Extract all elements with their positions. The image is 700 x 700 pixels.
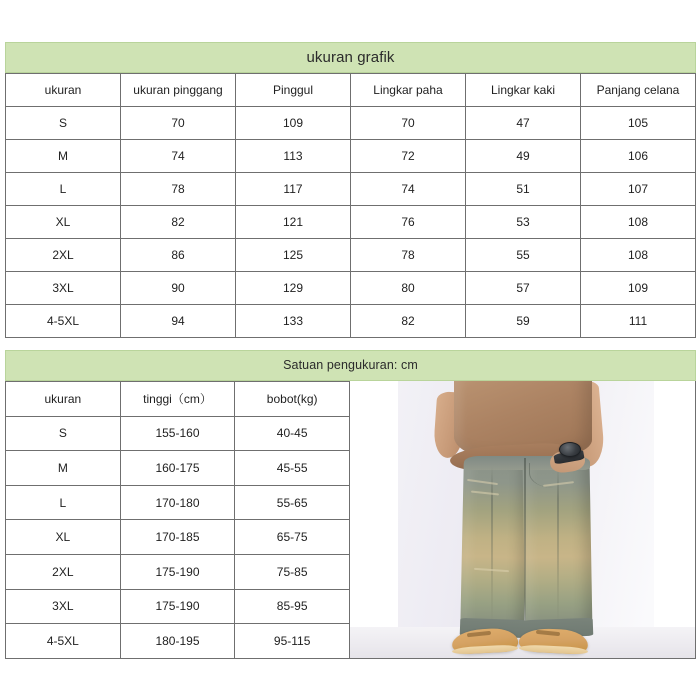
jeans-crease-left	[491, 467, 493, 628]
column-header-ukuran-pinggang: ukuran pinggang	[121, 74, 236, 107]
jeans-crease-right	[557, 467, 559, 628]
table-row	[6, 272, 696, 305]
cell-hip: 109	[236, 107, 351, 140]
cell-waist: 86	[121, 239, 236, 272]
table-row	[6, 107, 696, 140]
cell-leg-opening: 53	[466, 206, 581, 239]
main-size-table	[5, 73, 696, 338]
body-size-table-wrapper	[5, 381, 350, 659]
cell-leg-opening: 55	[466, 239, 581, 272]
column-header-lingkar-paha: Lingkar paha	[351, 74, 466, 107]
table-header-row	[6, 74, 696, 107]
cell-hip: 117	[236, 173, 351, 206]
cell-waist: 90	[121, 272, 236, 305]
column-header-ukuran: ukuran	[6, 382, 121, 417]
cell-height: 170-180	[120, 485, 235, 520]
body-size-table-body	[6, 382, 350, 659]
table-row	[6, 554, 350, 589]
cell-waist: 70	[121, 107, 236, 140]
cell-thigh: 82	[351, 305, 466, 338]
table-row	[6, 140, 696, 173]
cell-leg-opening: 47	[466, 107, 581, 140]
cell-thigh: 74	[351, 173, 466, 206]
cell-waist: 78	[121, 173, 236, 206]
cell-thigh: 76	[351, 206, 466, 239]
cell-hip: 121	[236, 206, 351, 239]
cell-size: S	[6, 416, 121, 451]
cell-size: M	[6, 451, 121, 486]
cell-length: 108	[581, 206, 696, 239]
table-row	[6, 239, 696, 272]
cell-weight: 95-115	[235, 624, 350, 659]
cell-waist: 74	[121, 140, 236, 173]
cell-leg-opening: 51	[466, 173, 581, 206]
cell-length: 109	[581, 272, 696, 305]
cell-waist: 94	[121, 305, 236, 338]
unit-banner-text: Satuan pengukuran: cm	[283, 358, 418, 373]
column-header-tinggi: tinggi（cm）	[120, 382, 235, 417]
table-row	[6, 173, 696, 206]
main-chart-title-banner	[5, 42, 696, 73]
cell-size: 2XL	[6, 239, 121, 272]
cell-thigh: 70	[351, 107, 466, 140]
cell-height: 175-190	[120, 589, 235, 624]
cell-weight: 55-65	[235, 485, 350, 520]
cell-size: 2XL	[6, 554, 121, 589]
body-size-table	[5, 381, 350, 659]
unit-banner	[5, 350, 696, 381]
table-header-row	[6, 382, 350, 417]
table-row	[6, 589, 350, 624]
cell-leg-opening: 49	[466, 140, 581, 173]
column-header-ukuran: ukuran	[6, 74, 121, 107]
cell-leg-opening: 57	[466, 272, 581, 305]
main-chart-title: ukuran grafik	[306, 49, 395, 66]
cell-weight: 45-55	[235, 451, 350, 486]
cell-height: 170-185	[120, 520, 235, 555]
product-photo-cell	[350, 381, 696, 659]
cell-hip: 133	[236, 305, 351, 338]
cell-size: 4-5XL	[6, 305, 121, 338]
cell-size: XL	[6, 206, 121, 239]
cell-size: L	[6, 173, 121, 206]
cell-hip: 125	[236, 239, 351, 272]
column-header-panjang-celana: Panjang celana	[581, 74, 696, 107]
main-size-table-body	[6, 74, 696, 338]
product-photo	[350, 381, 695, 658]
table-row	[6, 485, 350, 520]
cell-height: 180-195	[120, 624, 235, 659]
cell-thigh: 80	[351, 272, 466, 305]
column-header-pinggul: Pinggul	[236, 74, 351, 107]
table-row	[6, 624, 350, 659]
cell-weight: 85-95	[235, 589, 350, 624]
cell-thigh: 78	[351, 239, 466, 272]
cell-weight: 75-85	[235, 554, 350, 589]
cell-size: 4-5XL	[6, 624, 121, 659]
cell-height: 160-175	[120, 451, 235, 486]
body-chart-and-photo-row	[5, 381, 696, 659]
cell-size: 3XL	[6, 589, 121, 624]
column-header-bobot: bobot(kg)	[235, 382, 350, 417]
cell-height: 155-160	[120, 416, 235, 451]
cell-hip: 129	[236, 272, 351, 305]
cell-size: S	[6, 107, 121, 140]
cell-size: XL	[6, 520, 121, 555]
cell-size: 3XL	[6, 272, 121, 305]
cell-leg-opening: 59	[466, 305, 581, 338]
table-row	[6, 520, 350, 555]
cell-waist: 82	[121, 206, 236, 239]
column-header-lingkar-kaki: Lingkar kaki	[466, 74, 581, 107]
cell-height: 175-190	[120, 554, 235, 589]
table-row	[6, 451, 350, 486]
table-row	[6, 416, 350, 451]
cell-size: L	[6, 485, 121, 520]
jeans-center-seam	[524, 458, 526, 630]
cell-length: 106	[581, 140, 696, 173]
cell-size: M	[6, 140, 121, 173]
cell-length: 111	[581, 305, 696, 338]
cell-weight: 65-75	[235, 520, 350, 555]
cell-thigh: 72	[351, 140, 466, 173]
cell-weight: 40-45	[235, 416, 350, 451]
cell-length: 108	[581, 239, 696, 272]
body-size-chart-block	[5, 350, 696, 659]
table-row	[6, 206, 696, 239]
cell-hip: 113	[236, 140, 351, 173]
cell-length: 107	[581, 173, 696, 206]
table-row	[6, 305, 696, 338]
main-size-chart-block	[5, 42, 696, 338]
cell-length: 105	[581, 107, 696, 140]
